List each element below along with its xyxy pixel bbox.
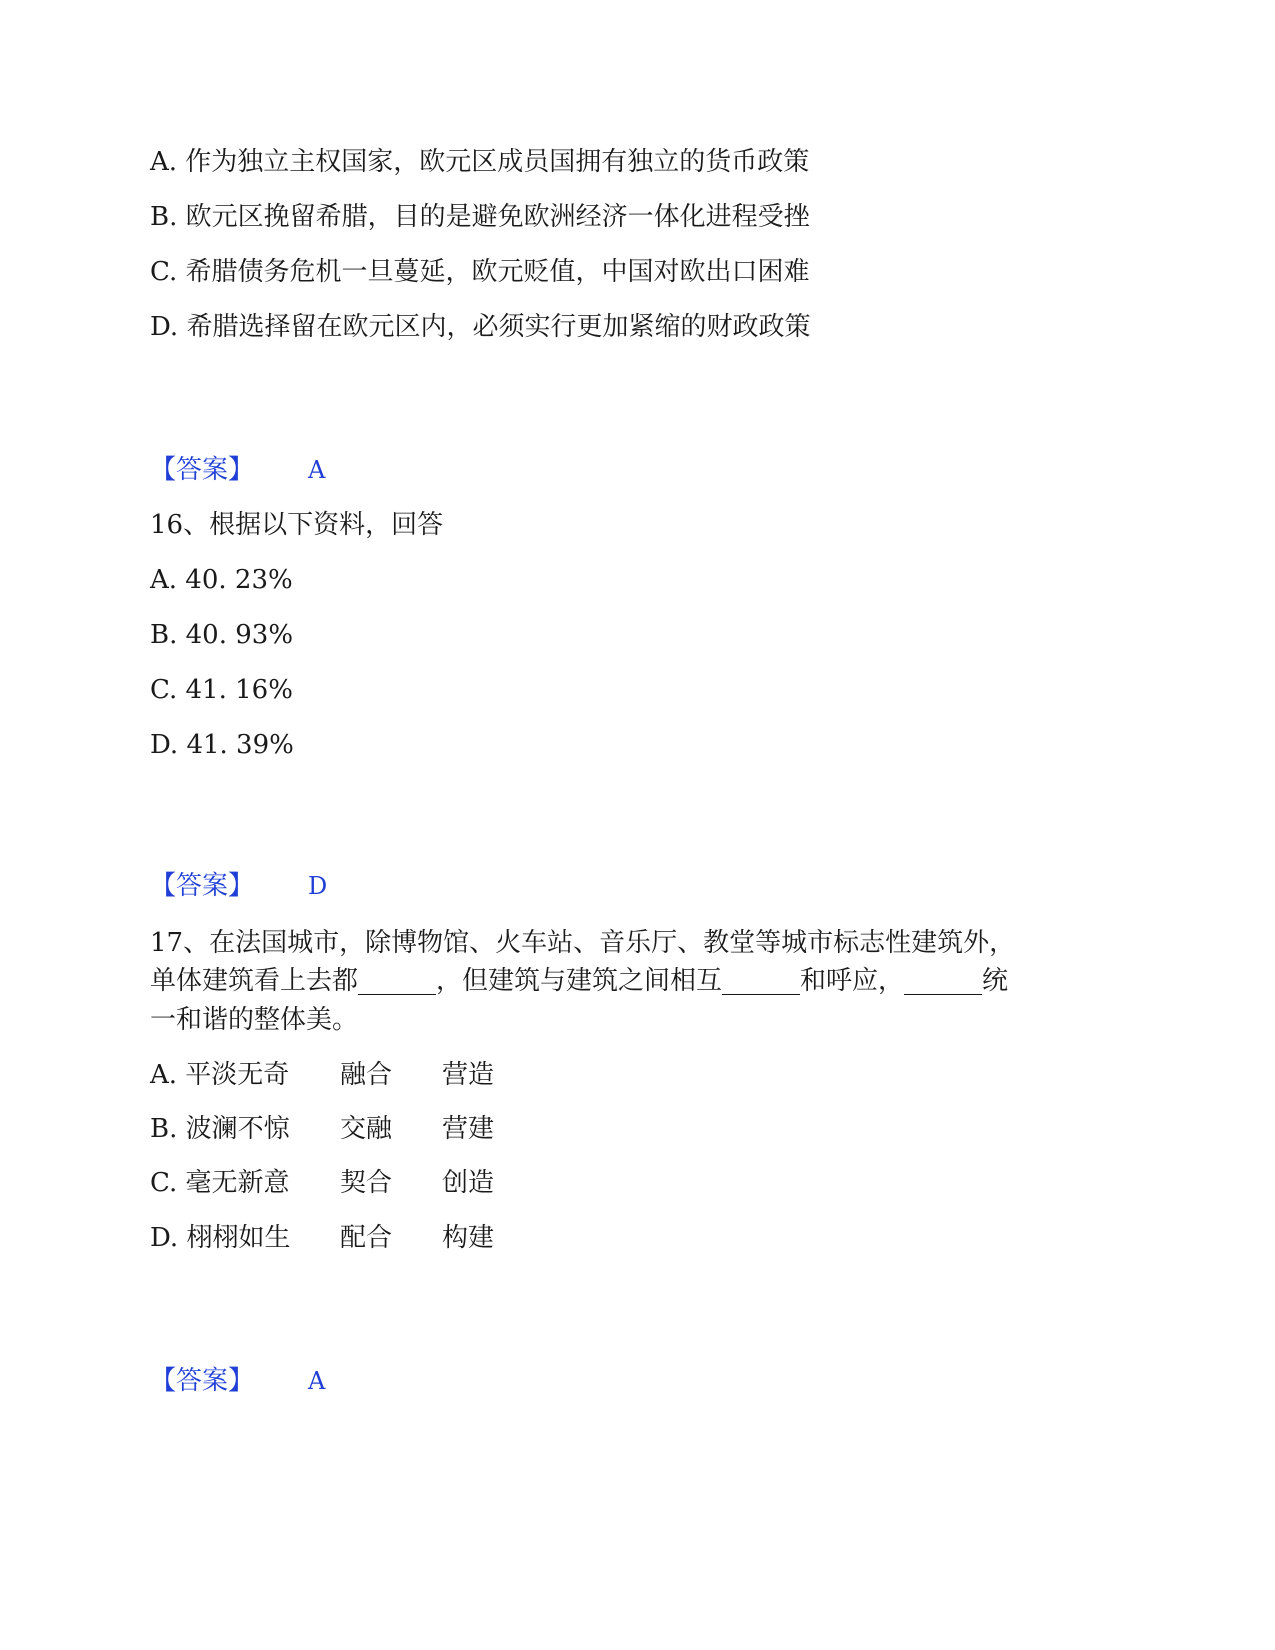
option-phrase-3: 营建 (442, 1114, 495, 1144)
q16-stem: 16、根据以下资料，回答 (150, 510, 444, 540)
q17-option-c (150, 1167, 494, 1199)
q17-stem-line-3: 一和谐的整体美。 (150, 1005, 359, 1035)
option-phrase-2: 融合 (340, 1060, 393, 1090)
q15-answer (150, 454, 325, 486)
option-phrase-1: A. 平淡无奇 (150, 1060, 290, 1090)
option-phrase-1: C. 毫无新意 (150, 1168, 290, 1198)
q17-answer (150, 1365, 325, 1397)
q16-option-d: D. 41. 39% (150, 730, 294, 760)
q17-option-b (150, 1113, 494, 1145)
option-phrase-3: 创造 (442, 1168, 495, 1198)
q16-answer (150, 870, 327, 902)
q15-option-b: B. 欧元区挽留希腊，目的是避免欧洲经济一体化进程受挫 (150, 202, 810, 232)
answer-label: 【答案】 (150, 871, 255, 901)
option-phrase-1: B. 波澜不惊 (150, 1114, 290, 1144)
answer-value: A (308, 456, 326, 484)
answer-label: 【答案】 (150, 455, 255, 485)
q17-stem-line-2: 单体建筑看上去都______，但建筑与建筑之间相互______和呼应，______统 (150, 966, 1009, 996)
option-phrase-1: D. 栩栩如生 (150, 1223, 291, 1253)
q16-option-c: C. 41. 16% (150, 675, 293, 705)
q15-option-d: D. 希腊选择留在欧元区内，必须实行更加紧缩的财政政策 (150, 312, 811, 342)
answer-label: 【答案】 (150, 1366, 255, 1396)
q15-option-a: A. 作为独立主权国家，欧元区成员国拥有独立的货币政策 (150, 147, 810, 177)
answer-value: A (308, 1367, 326, 1395)
option-phrase-2: 契合 (340, 1168, 393, 1198)
option-phrase-3: 构建 (442, 1223, 495, 1253)
q17-option-d (150, 1222, 494, 1254)
option-phrase-2: 交融 (340, 1114, 393, 1144)
q16-option-b: B. 40. 93% (150, 620, 294, 650)
q15-option-c: C. 希腊债务危机一旦蔓延，欧元贬值，中国对欧出口困难 (150, 257, 810, 287)
option-phrase-2: 配合 (340, 1223, 393, 1253)
q17-option-a (150, 1059, 494, 1091)
option-phrase-3: 营造 (442, 1060, 495, 1090)
answer-value: D (308, 872, 328, 900)
q16-option-a: A. 40. 23% (150, 565, 293, 595)
q17-stem-line-1: 17、在法国城市，除博物馆、火车站、音乐厅、教堂等城市标志性建筑外， (150, 928, 1016, 958)
